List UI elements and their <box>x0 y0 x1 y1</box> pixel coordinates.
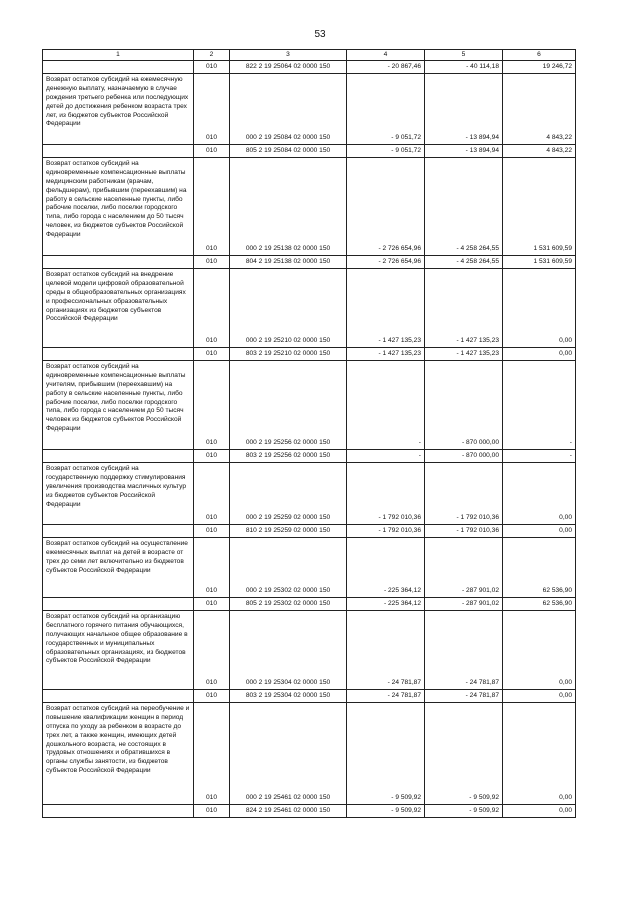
row-unexecuted-cell: 0,00 <box>503 348 576 361</box>
row-executed-cell: - 4 258 264,55 <box>425 158 503 256</box>
table-row <box>43 525 576 538</box>
row-budget-code-cell: 000 2 19 25084 02 0000 150 <box>230 74 347 145</box>
row-name-cell <box>43 145 194 158</box>
row-approved-cell: - <box>347 361 425 450</box>
row-executed-cell: - 287 901,02 <box>425 598 503 611</box>
row-name-cell <box>43 690 194 703</box>
report-table <box>42 49 576 818</box>
row-name-cell <box>43 256 194 269</box>
row-name-cell <box>43 805 194 818</box>
row-executed-cell: - 40 114,18 <box>425 61 503 74</box>
row-name-cell: Возврат остатков субсидий на ежемесячную денежную выплату, назначаемую в случае рождения третьего ребенка или последующих детей до достижения ребенком возраста трех лет, из бюджетов субъектов Российской Федерации <box>43 74 194 145</box>
row-line-code-cell: 010 <box>194 463 230 525</box>
row-name-cell: Возврат остатков субсидий на организацию бесплатного горячего питания обучающихся, получающих начальное общее образование в государственных и муниципальных образовательных организациях, из бюджетов субъектов Российской Федерации <box>43 611 194 690</box>
row-unexecuted-cell: 62 536,90 <box>503 538 576 598</box>
row-name-cell <box>43 450 194 463</box>
row-executed-cell: - 4 258 264,55 <box>425 256 503 269</box>
row-line-code-cell: 010 <box>194 598 230 611</box>
row-line-code-cell: 010 <box>194 61 230 74</box>
row-line-code-cell: 010 <box>194 269 230 348</box>
row-name-cell: Возврат остатков субсидий на единовременные компенсационные выплаты медицинским работникам (врачам, фельдшерам), прибывшим (переехавшим) на работу в сельские населенные пункты, либо рабочие поселки, либо поселки городского типа, либо города с населением до 50 тысяч человек, из бюджетов субъектов Российской Федерации <box>43 158 194 256</box>
row-budget-code-cell: 805 2 19 25084 02 0000 150 <box>230 145 347 158</box>
header-cell: 3 <box>230 50 347 61</box>
table-row <box>43 348 576 361</box>
row-unexecuted-cell: 0,00 <box>503 463 576 525</box>
row-unexecuted-cell: 62 536,90 <box>503 598 576 611</box>
row-budget-code-cell: 803 2 19 25210 02 0000 150 <box>230 348 347 361</box>
row-approved-cell: - <box>347 450 425 463</box>
row-line-code-cell: 010 <box>194 538 230 598</box>
row-executed-cell: - 1 427 135,23 <box>425 348 503 361</box>
row-executed-cell: - 1 792 010,36 <box>425 525 503 538</box>
row-approved-cell: - 20 867,46 <box>347 61 425 74</box>
row-budget-code-cell: 000 2 19 25461 02 0000 150 <box>230 703 347 805</box>
table-row <box>43 805 576 818</box>
row-name-cell: Возврат остатков субсидий на переобучение и повышение квалификации женщин в период отпуска по уходу за ребенком в возрасте до трех лет, а также женщин, имеющих детей дошкольного возраста, не состоящих в трудовых отношениях и обратившихся в органы службы занятости, из бюджетов субъектов Российской Федерации <box>43 703 194 805</box>
row-unexecuted-cell: 0,00 <box>503 690 576 703</box>
table-row <box>43 450 576 463</box>
row-name-cell: Возврат остатков субсидий на государственную поддержку стимулирования увеличения производства масличных культур из бюджетов субъектов Российской Федерации <box>43 463 194 525</box>
row-budget-code-cell: 805 2 19 25302 02 0000 150 <box>230 598 347 611</box>
row-approved-cell: - 1 427 135,23 <box>347 269 425 348</box>
row-unexecuted-cell: 4 843,22 <box>503 74 576 145</box>
row-executed-cell: - 13 894,94 <box>425 74 503 145</box>
row-budget-code-cell: 810 2 19 25259 02 0000 150 <box>230 525 347 538</box>
row-name-cell: Возврат остатков субсидий на осуществление ежемесячных выплат на детей в возрасте от трех до семи лет включительно из бюджетов субъектов Российской Федерации <box>43 538 194 598</box>
row-executed-cell: - 1 792 010,36 <box>425 463 503 525</box>
row-executed-cell: - 287 901,02 <box>425 538 503 598</box>
row-unexecuted-cell: 0,00 <box>503 611 576 690</box>
row-line-code-cell: 010 <box>194 805 230 818</box>
row-executed-cell: - 24 781,87 <box>425 690 503 703</box>
row-line-code-cell: 010 <box>194 348 230 361</box>
row-line-code-cell: 010 <box>194 690 230 703</box>
row-approved-cell: - 1 427 135,23 <box>347 348 425 361</box>
row-approved-cell: - 1 792 010,36 <box>347 463 425 525</box>
row-budget-code-cell: 000 2 19 25302 02 0000 150 <box>230 538 347 598</box>
row-unexecuted-cell: 0,00 <box>503 805 576 818</box>
row-line-code-cell: 010 <box>194 361 230 450</box>
row-line-code-cell: 010 <box>194 158 230 256</box>
row-name-cell <box>43 348 194 361</box>
row-line-code-cell: 010 <box>194 611 230 690</box>
table-row <box>43 538 576 598</box>
row-executed-cell: - 1 427 135,23 <box>425 269 503 348</box>
row-budget-code-cell: 000 2 19 25304 02 0000 150 <box>230 611 347 690</box>
row-unexecuted-cell: 0,00 <box>503 703 576 805</box>
row-budget-code-cell: 822 2 19 25064 02 0000 150 <box>230 61 347 74</box>
row-approved-cell: - 2 726 654,96 <box>347 158 425 256</box>
row-budget-code-cell: 000 2 19 25259 02 0000 150 <box>230 463 347 525</box>
row-approved-cell: - 9 051,72 <box>347 74 425 145</box>
row-line-code-cell: 010 <box>194 145 230 158</box>
header-cell: 6 <box>503 50 576 61</box>
row-approved-cell: - 225 364,12 <box>347 598 425 611</box>
row-line-code-cell: 010 <box>194 74 230 145</box>
row-budget-code-cell: 000 2 19 25256 02 0000 150 <box>230 361 347 450</box>
row-approved-cell: - 9 509,92 <box>347 703 425 805</box>
row-budget-code-cell: 824 2 19 25461 02 0000 150 <box>230 805 347 818</box>
row-unexecuted-cell: 4 843,22 <box>503 145 576 158</box>
table-row <box>43 74 576 145</box>
table-row <box>43 61 576 74</box>
row-executed-cell: - 9 509,92 <box>425 805 503 818</box>
row-unexecuted-cell: - <box>503 361 576 450</box>
page-number: 53 <box>314 29 326 40</box>
row-approved-cell: - 24 781,87 <box>347 690 425 703</box>
row-budget-code-cell: 000 2 19 25138 02 0000 150 <box>230 158 347 256</box>
header-cell: 1 <box>43 50 194 61</box>
row-line-code-cell: 010 <box>194 525 230 538</box>
row-executed-cell: - 24 781,87 <box>425 611 503 690</box>
row-budget-code-cell: 000 2 19 25210 02 0000 150 <box>230 269 347 348</box>
row-name-cell <box>43 525 194 538</box>
row-unexecuted-cell: 0,00 <box>503 269 576 348</box>
row-approved-cell: - 2 726 654,96 <box>347 256 425 269</box>
row-budget-code-cell: 804 2 19 25138 02 0000 150 <box>230 256 347 269</box>
row-unexecuted-cell: 1 531 609,59 <box>503 158 576 256</box>
row-unexecuted-cell: 0,00 <box>503 525 576 538</box>
table-row <box>43 256 576 269</box>
table-row <box>43 158 576 256</box>
row-line-code-cell: 010 <box>194 256 230 269</box>
row-approved-cell: - 1 792 010,36 <box>347 525 425 538</box>
row-name-cell: Возврат остатков субсидий на единовременные компенсационные выплаты учителям, прибывшим (переехавшим) на работу в сельские населенные пункты, либо рабочие поселки, либо поселки городского типа, либо города с населением до 50 тысяч человек из бюджетов субъектов Российской Федерации <box>43 361 194 450</box>
table-row <box>43 463 576 525</box>
header-row <box>43 50 576 61</box>
header-cell: 5 <box>425 50 503 61</box>
row-executed-cell: - 9 509,92 <box>425 703 503 805</box>
row-name-cell: Возврат остатков субсидий на внедрение целевой модели цифровой образовательной среды в общеобразовательных организациях и профессиональных образовательных организациях из бюджетов субъектов Российской Федерации <box>43 269 194 348</box>
table-row <box>43 145 576 158</box>
row-executed-cell: - 13 894,94 <box>425 145 503 158</box>
row-budget-code-cell: 803 2 19 25304 02 0000 150 <box>230 690 347 703</box>
row-executed-cell: - 870 000,00 <box>425 450 503 463</box>
table-row <box>43 269 576 348</box>
row-name-cell <box>43 61 194 74</box>
table-row <box>43 690 576 703</box>
header-cell: 2 <box>194 50 230 61</box>
table-row <box>43 703 576 805</box>
header-cell: 4 <box>347 50 425 61</box>
row-approved-cell: - 24 781,87 <box>347 611 425 690</box>
row-unexecuted-cell: 19 246,72 <box>503 61 576 74</box>
row-approved-cell: - 9 509,92 <box>347 805 425 818</box>
row-executed-cell: - 870 000,00 <box>425 361 503 450</box>
row-approved-cell: - 225 364,12 <box>347 538 425 598</box>
row-name-cell <box>43 598 194 611</box>
table-row <box>43 361 576 450</box>
row-line-code-cell: 010 <box>194 450 230 463</box>
row-approved-cell: - 9 051,72 <box>347 145 425 158</box>
row-line-code-cell: 010 <box>194 703 230 805</box>
table-row <box>43 598 576 611</box>
row-unexecuted-cell: - <box>503 450 576 463</box>
row-budget-code-cell: 803 2 19 25256 02 0000 150 <box>230 450 347 463</box>
table-row <box>43 611 576 690</box>
row-unexecuted-cell: 1 531 609,59 <box>503 256 576 269</box>
